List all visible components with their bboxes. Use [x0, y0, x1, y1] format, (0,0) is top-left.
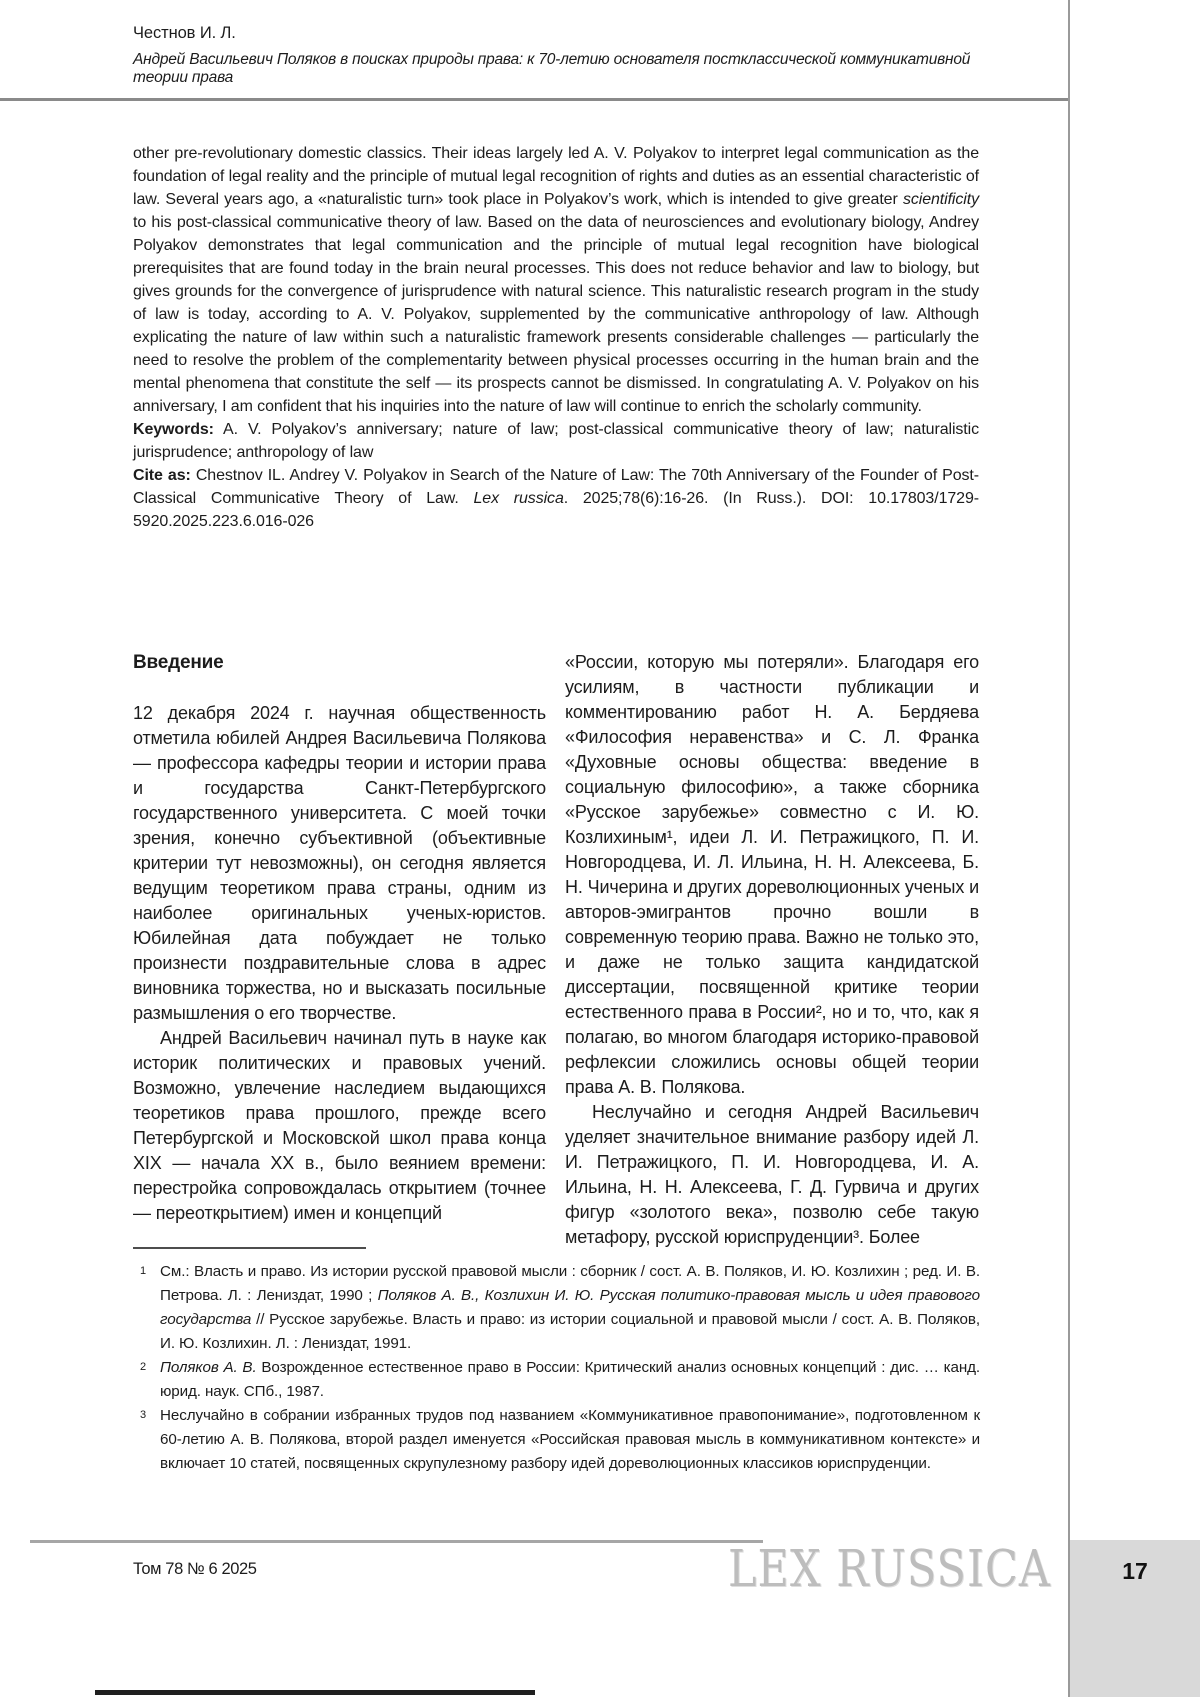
footnote-1-seg3: // Русское зарубежье. Власть и право: из истории социальной и правовой мысли / сост. А. В. Поляков, И. Ю. Козлихин. Л. : Лениздат, 1991. [160, 1311, 980, 1352]
footnote-2-number: 2 [140, 1361, 147, 1373]
right-column [565, 650, 979, 1250]
header-divider [0, 98, 1068, 101]
right-margin-rule [1068, 0, 1070, 1697]
keywords-label: Keywords: [133, 421, 214, 438]
page-number-box [1070, 1540, 1200, 1697]
cite-as-label: Cite as: [133, 467, 191, 484]
footnote-3-number: 3 [140, 1409, 147, 1421]
volume-issue-info: Том 78 № 6 2025 [133, 1560, 257, 1578]
cite-as-line [133, 464, 979, 533]
cite-part1: Chestnov IL. Andrey V. Polyakov in Search of the Nature of Law: The 70th Anniversary of the Founder of Post-Classical Communicative Theory of Law. [133, 467, 979, 507]
keywords-text: A. V. Polyakov’s anniversary; nature of law; post-classical communicative theory of law; naturalistic jurisprudence; anthropology of law [133, 421, 979, 461]
page-number: 17 [1122, 1558, 1148, 1584]
page-bottom-scan-edge [95, 1690, 535, 1695]
abstract-text [133, 142, 979, 418]
left-column [133, 650, 546, 1226]
abstract-block [133, 142, 979, 533]
author-name: Честнов И. Л. [133, 24, 236, 42]
cite-part2: . 2025;78(6):16-26. (In Russ.). DOI: 10.17803/1729-5920.2025.223.6.016-026 [133, 490, 979, 530]
section-heading-introduction: Введение [133, 652, 224, 673]
footnote-1-italic: Поляков А. В., Козлихин И. Ю. Русская политико-правовая мысль и идея правового государства [160, 1287, 980, 1328]
footnote-3-seg1: Неслучайно в собрании избранных трудов под названием «Коммуникативное правопонимание», подготовленном к 60-летию А. В. Полякова, второй раздел именуется «Российская правовая мысль в коммуникативном контексте» и включает 10 статей, посвященных скрупулезному разбору идей дореволюционных классиков юриспруденции. [160, 1407, 980, 1472]
footnote-2-seg2: Возрожденное естественное право в России: Критический анализ основных концепций : дис. … канд. юрид. наук. СПб., 1987. [160, 1359, 980, 1400]
footnote-2-italic: Поляков А. В. [160, 1359, 257, 1376]
abstract-italic-term: scientificity [902, 191, 979, 208]
footnote-1-seg1: См.: Власть и право. Из истории русской правовой мысли : сборник / сост. А. В. Поляков, И. Ю. Козлихин ; ред. И. В. Петрова. Л. : Лениздат, 1990 ; [160, 1263, 980, 1304]
abstract-part2: to his post-classical communicative theory of law. Based on the data of neurosciences and evolutionary biology, Andrey Polyakov demonstrates that legal communication and the principle of mutual legal recognition have biological prerequisites that are found today in the brain neural processes. This does not reduce behavior and law to biology, but gives grounds for the convergence of jurisprudence with natural science. This naturalistic research program in the study of law is today, according to A. V. Polyakov, supplemented by the communicative anthropology of law. Although explicating the nature of law within such a naturalistic framework presents considerable challenges — particularly the need to resolve the problem of the complementarity between physical processes occurring in the human brain and the mental phenomena that constitute the self — its prospects cannot be dismissed. In congratulating A. V. Polyakov on his anniversary, I am confident that his inquiries into the nature of law will continue to enrich the scholarly community. [133, 214, 979, 415]
footnote-divider [133, 1247, 366, 1249]
footer-divider [30, 1540, 763, 1543]
footnote-2 [133, 1356, 980, 1404]
abstract-part1: other pre-revolutionary domestic classics. Their ideas largely led A. V. Polyakov to interpret legal communication as the foundation of legal reality and the principle of mutual legal recognition of rights and duties as an essential characteristic of law. Several years ago, a «naturalistic turn» took place in Polyakov’s work, which is intended to give greater [133, 145, 979, 208]
cite-journal-name: Lex russica [473, 490, 564, 507]
right-paragraph-1: «России, которую мы потеряли». Благодаря его усилиям, в частности публикации и комментированию работ Н. А. Бердяева «Философия неравенства» и С. Л. Франка «Духовные основы общества: введение в социальную философию», а также сборника «Русское зарубежье» совместно с И. Ю. Козлихиным¹, идеи Л. И. Петражицкого, П. И. Новгородцева, И. Л. Ильина, Н. Н. Алексеева, Б. Н. Чичерина и других дореволюционных ученых и авторов-эмигрантов прочно вошли в современную теорию права. Важно не только это, и даже не только защита кандидатской диссертации, посвященной критике теории естественного права в России², но и то, что, как я полагаю, во многом благодаря историко-правовой рефлексии сложились основы общей теории права А. В. Полякова. [565, 652, 979, 1097]
footnotes-block [133, 1260, 980, 1476]
lex-russica-logo: LEX RUSSICA [728, 1540, 1051, 1599]
keywords-line [133, 418, 979, 464]
left-paragraph-2: Андрей Васильевич начинал путь в науке как историк политических и правовых учений. Возможно, увлечение наследием выдающихся теоретиков права прошлого, прежде всего Петербургской и Московской школ права конца XIX — начала XX в., было веянием времени: перестройка сопровождалась открытием (точнее — переоткрытием) имен и концепций [133, 1028, 546, 1223]
footnote-1 [133, 1260, 980, 1356]
page-header [133, 24, 1013, 87]
left-paragraph-1: 12 декабря 2024 г. научная общественность отметила юбилей Андрея Васильевича Полякова — профессора кафедры теории и истории права и государства Санкт-Петербургского государственного университета. С моей точки зрения, конечно субъективной (объективные критерии тут невозможны), он сегодня является ведущим теоретиком права страны, одним из наиболее оригинальных ученых-юристов. Юбилейная дата побуждает не только произнести поздравительные слова в адрес виновника торжества, но и высказать посильные размышления о его творчестве. [133, 703, 546, 1023]
right-paragraph-2: Неслучайно и сегодня Андрей Васильевич уделяет значительное внимание разбору идей Л. И. Петражицкого, П. И. Новгородцева, И. А. Ильина, Н. Н. Алексеева, Г. Д. Гурвича и других фигур «золотого века», позволю себе такую метафору, русской юриспруденции³. Более [565, 1102, 979, 1247]
article-title: Андрей Васильевич Поляков в поисках природы права: к 70-летию основателя постклассической коммуникативной теории права [133, 51, 971, 86]
footnote-3 [133, 1404, 980, 1476]
footnote-1-number: 1 [140, 1265, 147, 1277]
